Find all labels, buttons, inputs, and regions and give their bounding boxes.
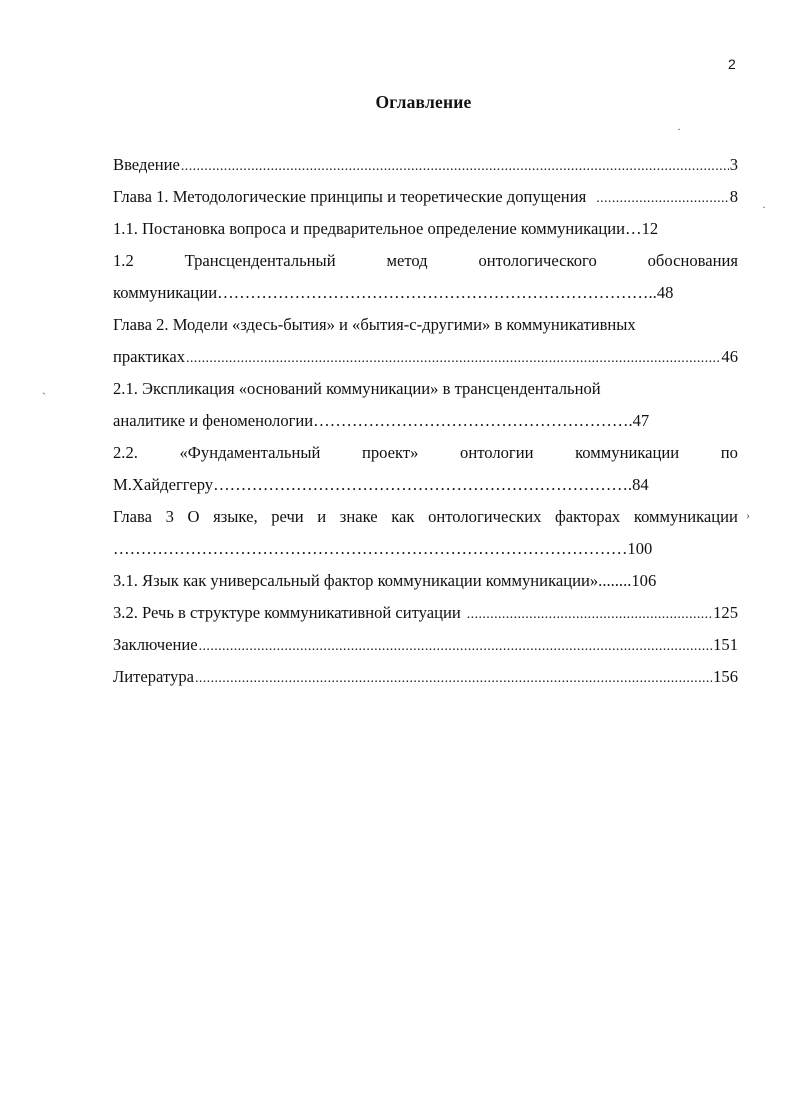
toc-word: коммуникации	[575, 443, 680, 462]
toc-word: Трансцендентальный	[184, 251, 336, 270]
toc-entry-text: 3.1. Язык как универсальный фактор коммуникации коммуникации»........	[113, 571, 632, 590]
toc-entry-section-1-2-line-1[interactable]	[113, 250, 738, 272]
toc-word: Глава	[113, 507, 152, 526]
toc-entry-text: практиках	[113, 347, 185, 366]
toc-entry-section-2-1-line-2[interactable]	[113, 410, 738, 432]
leader-dots	[186, 348, 720, 370]
toc-entry-chapter-3-line-1[interactable]	[113, 506, 738, 528]
toc-entry-section-2-2-line-1[interactable]	[113, 442, 738, 464]
toc-page-number: 12	[641, 219, 659, 238]
toc-page-number: 3	[729, 155, 738, 174]
toc-word: онтологии	[460, 443, 534, 462]
toc-entry-chapter-1[interactable]	[113, 186, 738, 208]
toc-entry-text: коммуникации……………………………………………………………………..	[113, 283, 657, 302]
leader-dots	[467, 604, 712, 626]
toc-entry-chapter-2-line-1[interactable]	[113, 314, 738, 336]
toc-word: О	[187, 507, 200, 526]
toc-word: метод	[386, 251, 428, 270]
toc-page-number: 47	[632, 411, 650, 430]
toc-entry-text: аналитике и феноменологии………………………………………………….	[113, 411, 633, 430]
toc-entry-section-3-2[interactable]	[113, 602, 738, 624]
toc-word: и	[317, 507, 327, 526]
scan-speck: ·	[762, 200, 766, 214]
toc-word: 1.2	[113, 251, 134, 270]
toc-title: Оглавление	[375, 92, 472, 112]
toc-entry-text: Заключение	[113, 635, 198, 654]
toc-entry-text: М.Хайдеггеру………………………………………………………………….	[113, 475, 633, 494]
toc-entry-text: 3.2. Речь в структуре коммуникативной ситуации	[113, 603, 461, 622]
toc-page-number: 151	[713, 635, 738, 654]
toc-entry-text: Введение	[113, 155, 180, 174]
toc-entry-section-2-1-line-1[interactable]	[113, 378, 738, 400]
toc-word: знаке	[339, 507, 378, 526]
toc-word: 3	[165, 507, 174, 526]
toc-entry-chapter-3-line-2[interactable]	[113, 538, 738, 560]
toc-entry-conclusion[interactable]	[113, 634, 738, 656]
toc-page-number: 125	[713, 603, 738, 622]
toc-word: языке,	[213, 507, 258, 526]
toc-entry-text: Глава 2. Модели «здесь-бытия» и «бытия-с-другими» в коммуникативных	[113, 315, 636, 334]
toc-entry-text: 1.1. Постановка вопроса и предварительное определение коммуникации…	[113, 219, 642, 238]
leader-dots	[596, 188, 728, 210]
toc-word: проект»	[361, 443, 419, 462]
toc-word: факторах	[554, 507, 621, 526]
toc-word: онтологического	[478, 251, 597, 270]
toc-entry-introduction[interactable]	[113, 154, 738, 176]
toc-entry-text: …………………………………………………………………………………	[113, 539, 628, 558]
page-number: 2	[728, 56, 736, 72]
toc-entry-section-3-1[interactable]	[113, 570, 738, 592]
toc-word: «Фундаментальный	[179, 443, 321, 462]
toc-entry-text: 2.1. Экспликация «оснований коммуникации» в трансцендентальной	[113, 379, 601, 398]
toc-word: по	[720, 443, 738, 462]
toc-entry-text: Литература	[113, 667, 194, 686]
toc-word: как	[391, 507, 415, 526]
toc-entry-chapter-2-line-2[interactable]	[113, 346, 738, 368]
leader-dots	[199, 636, 712, 658]
leader-dots	[181, 156, 729, 178]
toc-entry-section-1-2-line-2[interactable]	[113, 282, 738, 304]
toc-page-number: 156	[713, 667, 738, 686]
toc-entry-text: Глава 1. Методологические принципы и теоретические допущения	[113, 187, 587, 206]
leader-dots	[195, 668, 712, 690]
toc-page-number: 100	[627, 539, 653, 558]
toc-word: коммуникации	[633, 507, 738, 526]
scan-speck: ˋ	[42, 390, 46, 404]
toc-word: онтологических	[428, 507, 542, 526]
toc-word: речи	[271, 507, 304, 526]
toc-entry-section-2-2-line-2[interactable]	[113, 474, 738, 496]
toc-word: 2.2.	[113, 443, 138, 462]
scan-speck: ·	[677, 122, 681, 136]
toc-page-number: 46	[721, 347, 738, 366]
toc-page-number: 84	[632, 475, 649, 494]
toc-entry-literature[interactable]	[113, 666, 738, 688]
toc-word: обоснования	[647, 251, 738, 270]
toc-page-number: 8	[729, 187, 738, 206]
scan-speck: ›	[746, 508, 750, 522]
toc-page-number: 106	[631, 571, 657, 590]
toc-page-number: 48	[656, 283, 674, 302]
toc-entry-section-1-1[interactable]	[113, 218, 738, 240]
